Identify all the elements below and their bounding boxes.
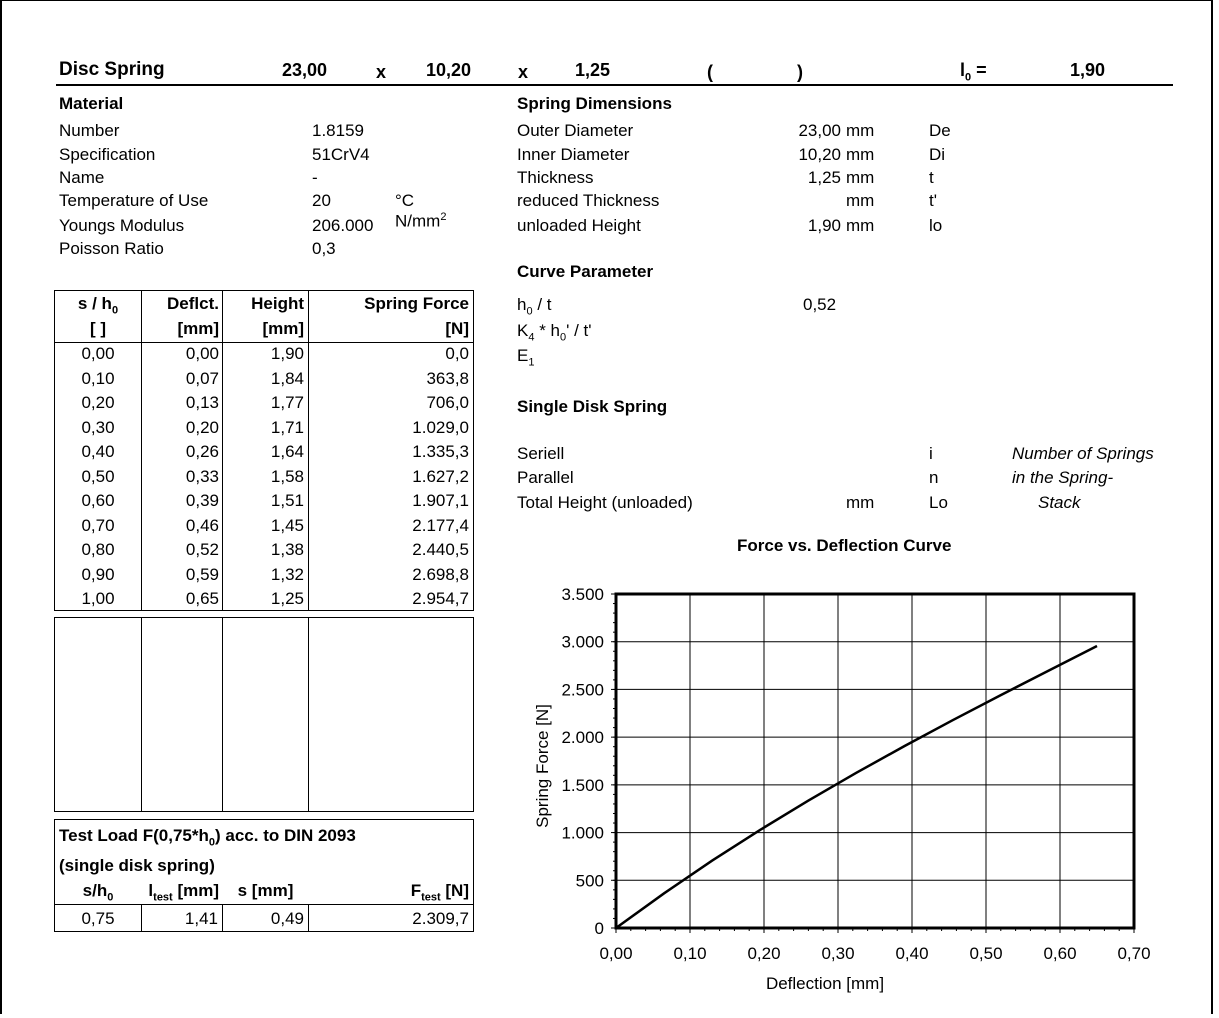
cell-s-h0: 0,00 <box>81 344 115 363</box>
header-l0-value: 1,90 <box>1070 60 1106 80</box>
y-axis-label: Spring Force [N] <box>533 704 552 828</box>
dim-inner-unit: mm <box>846 145 875 164</box>
material-youngs-unit: $N/mm^2$ <box>395 211 447 231</box>
dim-outer-value: 23,00 <box>798 121 841 140</box>
dim-inner-value: 10,20 <box>798 145 841 164</box>
y-tick-label: 500 <box>575 871 604 891</box>
test-col-s-h0: $s/h_0$ <box>82 881 114 904</box>
test-val-s: 0,49 <box>270 909 304 928</box>
header-l0-label: $l_0$ = <box>960 60 987 84</box>
cell-spring-force: 1.627,2 <box>412 466 469 486</box>
dim-reduced-sym: t' <box>929 191 937 210</box>
cell-height: 1,71 <box>270 417 304 437</box>
dim-height-label: unloaded Height <box>517 216 641 235</box>
material-spec-value: 51CrV4 <box>312 145 370 164</box>
cell-height: 1,38 <box>270 540 304 559</box>
material-temp-value: 20 <box>312 191 331 210</box>
cell-s-h0: 0,60 <box>81 491 115 510</box>
material-name-label: Name <box>59 168 105 187</box>
x-tick-label: 0,20 <box>747 944 781 963</box>
dim-height-unit: mm <box>846 216 875 235</box>
series-line-force <box>616 646 1097 928</box>
col-divider <box>222 618 223 811</box>
dim-height-value: 1,90 <box>807 216 841 235</box>
test-col-ltest: $l_{test}$ [mm] <box>148 881 219 904</box>
test-load-title: Test Load $F(0,75*h_0)$ acc. to DIN 2093 <box>59 826 356 849</box>
dimensions-heading: Spring Dimensions <box>517 94 672 113</box>
col-header-s-h0: s / $h_0$ <box>77 294 119 317</box>
cell-height: 1,32 <box>270 564 304 584</box>
single-total-unit: mm <box>846 493 875 512</box>
material-temp-label: Temperature of Use <box>59 191 209 210</box>
cell-height: 1,77 <box>270 393 304 412</box>
x-tick-label: 0,60 <box>1043 944 1077 963</box>
header-outer-diameter: 23,00 <box>282 60 328 80</box>
single-total-label: Total Height (unloaded) <box>517 493 693 512</box>
x-tick-label: 0,50 <box>969 944 1003 963</box>
material-poisson-label: Poisson Ratio <box>59 239 164 258</box>
material-spec-label: Specification <box>59 145 156 164</box>
header-divider <box>55 342 473 343</box>
col-unit-spring-force: [N] <box>445 319 469 338</box>
dim-outer-unit: mm <box>846 121 875 140</box>
cell-s-h0: 0,50 <box>81 466 115 486</box>
cell-s-h0: 0,10 <box>81 368 115 388</box>
cell-deflection: 0,00 <box>185 344 219 363</box>
cell-deflection: 0,07 <box>185 368 219 388</box>
cell-deflection: 0,33 <box>185 466 219 486</box>
dim-outer-sym: De <box>929 121 951 140</box>
dim-thickness-value: 1,25 <box>807 168 841 187</box>
cell-spring-force: 2.954,7 <box>412 589 469 608</box>
single-note-3: Stack <box>1038 493 1081 512</box>
header-title: Disc Spring <box>59 59 165 80</box>
cell-spring-force: 0,0 <box>445 344 469 363</box>
cell-deflection: 0,65 <box>185 589 219 608</box>
material-heading: Material <box>59 94 124 113</box>
x-tick-label: 0,10 <box>673 944 707 963</box>
material-number-label: Number <box>59 121 120 140</box>
chart-title: Force vs. Deflection Curve <box>737 536 952 555</box>
dim-reduced-unit: mm <box>846 191 875 210</box>
cell-spring-force: 2.698,8 <box>412 564 469 584</box>
deflection-table <box>54 290 474 611</box>
header-x2: x <box>518 62 529 82</box>
single-parallel-label: Parallel <box>517 468 574 487</box>
single-heading: Single Disk Spring <box>517 397 668 416</box>
dim-reduced-label: reduced Thickness <box>517 191 660 210</box>
col-unit-s-h0: [ ] <box>89 319 107 338</box>
header-thickness: 1,25 <box>575 60 611 80</box>
cell-s-h0: 0,90 <box>81 564 115 584</box>
y-tick-label: 1.500 <box>561 775 604 795</box>
cell-spring-force: 1.907,1 <box>412 491 469 510</box>
curve-h0t-label: $h_0$ / t <box>517 295 552 318</box>
dim-thickness-sym: t <box>929 168 934 187</box>
plot-frame <box>616 594 1134 928</box>
test-val-ftest: 2.309,7 <box>412 909 469 928</box>
cell-deflection: 0,39 <box>185 491 219 510</box>
curve-k4-label: $K_4 * h_0'$ / t' <box>517 321 592 344</box>
single-note-1: Number of Springs <box>1012 444 1154 463</box>
x-axis-label: Deflection [mm] <box>765 974 885 993</box>
curve-h0t-value: 0,52 <box>803 295 837 314</box>
single-total-sym: Lo <box>929 493 948 512</box>
test-divider <box>55 904 473 905</box>
material-youngs-label: Youngs Modulus <box>59 216 185 235</box>
col-unit-deflection: [mm] <box>177 319 219 338</box>
col-header-spring-force: Spring Force <box>364 294 469 313</box>
col-divider <box>141 618 142 811</box>
material-youngs-value: 206.000 <box>312 216 374 235</box>
cell-s-h0: 0,40 <box>81 442 115 461</box>
y-tick-label: 2.500 <box>561 680 604 700</box>
header-underline <box>56 84 1173 86</box>
test-load-table <box>54 819 474 932</box>
col-header-deflection: Deflct. <box>167 294 219 313</box>
dim-height-sym: lo <box>929 216 943 235</box>
curve-e1-label: $E_1$ <box>517 346 535 369</box>
cell-deflection: 0,59 <box>185 564 219 584</box>
dim-inner-sym: Di <box>929 145 946 164</box>
material-name-value: - <box>312 168 318 187</box>
cell-height: 1,25 <box>270 589 304 608</box>
empty-table <box>54 617 474 812</box>
cell-s-h0: 0,70 <box>81 515 115 535</box>
force-deflection-chart <box>520 570 1180 1010</box>
cell-spring-force: 1.335,3 <box>412 442 469 461</box>
single-note-2: in the Spring- <box>1012 468 1114 487</box>
test-col-ftest: $F_{test}$ [N] <box>410 881 469 904</box>
cell-height: 1,58 <box>270 466 304 486</box>
y-tick-label: 3.500 <box>561 585 604 604</box>
dim-inner-label: Inner Diameter <box>517 145 630 164</box>
cell-height: 1,90 <box>270 344 304 363</box>
dim-thickness-unit: mm <box>846 168 875 187</box>
cell-spring-force: 2.177,4 <box>412 515 469 535</box>
y-tick-label: 0 <box>594 919 604 938</box>
col-header-height: Height <box>251 294 304 313</box>
header-paren-close: ) <box>797 62 803 82</box>
cell-deflection: 0,46 <box>185 515 219 535</box>
y-tick-label: 3.000 <box>561 632 604 652</box>
col-divider <box>308 618 309 811</box>
cell-height: 1,84 <box>270 368 304 388</box>
test-val-s-h0: 0,75 <box>81 909 115 928</box>
header-x1: x <box>376 62 387 82</box>
cell-height: 1,64 <box>270 442 304 461</box>
material-poisson-value: 0,3 <box>312 239 336 258</box>
cell-height: 1,45 <box>270 515 304 535</box>
y-tick-label: 1.000 <box>561 823 604 843</box>
cell-deflection: 0,52 <box>185 540 219 559</box>
header-paren-open: ( <box>707 62 713 82</box>
cell-s-h0: 0,80 <box>81 540 115 559</box>
material-number-value: 1.8159 <box>312 121 364 140</box>
cell-s-h0: 0,20 <box>81 393 115 412</box>
single-seriell-sym: i <box>929 444 933 463</box>
material-temp-unit: °C <box>395 191 415 210</box>
cell-spring-force: 2.440,5 <box>412 540 469 559</box>
test-load-subtitle: (single disk spring) <box>59 856 215 875</box>
x-tick-label: 0,00 <box>599 944 633 963</box>
cell-height: 1,51 <box>270 491 304 510</box>
cell-spring-force: 706,0 <box>426 393 469 412</box>
col-unit-height: [mm] <box>262 319 304 338</box>
cell-s-h0: 0,30 <box>81 417 115 437</box>
cell-deflection: 0,20 <box>185 417 219 437</box>
header-inner-diameter: 10,20 <box>426 60 472 80</box>
curve-param-heading: Curve Parameter <box>517 262 654 281</box>
dim-thickness-label: Thickness <box>517 168 594 187</box>
single-seriell-label: Seriell <box>517 444 565 463</box>
single-parallel-sym: n <box>929 468 939 487</box>
cell-spring-force: 1.029,0 <box>412 417 469 437</box>
cell-deflection: 0,13 <box>185 393 219 412</box>
test-val-ltest: 1,41 <box>184 909 218 928</box>
x-tick-label: 0,70 <box>1117 944 1151 963</box>
cell-deflection: 0,26 <box>185 442 219 461</box>
x-tick-label: 0,30 <box>821 944 855 963</box>
cell-s-h0: 1,00 <box>81 589 115 608</box>
y-tick-label: 2.000 <box>561 728 604 748</box>
x-tick-label: 0,40 <box>895 944 929 963</box>
test-col-s: s [mm] <box>237 881 294 900</box>
cell-spring-force: 363,8 <box>426 368 469 388</box>
dim-outer-label: Outer Diameter <box>517 121 634 140</box>
